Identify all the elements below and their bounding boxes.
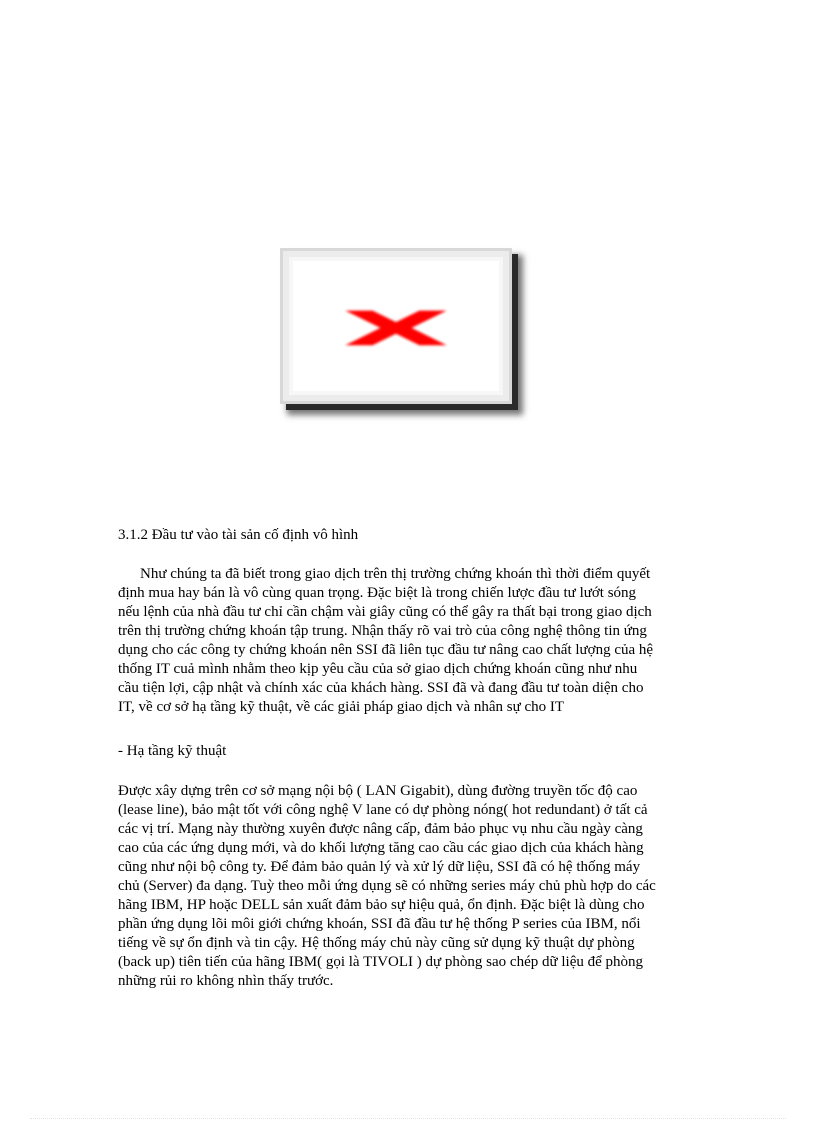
page-bottom-rule <box>30 1118 786 1119</box>
paragraph-line: phần ứng dụng lõi môi giới chứng khoán, SSI đã đầu tư hệ thống P series của IBM, nổi <box>118 916 641 932</box>
paragraph-line: cũng như nội bộ công ty. Để đảm bảo quản lý và xử lý dữ liệu, SSI đã có hệ thống máy <box>118 859 641 875</box>
paragraph-line: Như chúng ta đã biết trong giao dịch trên thị trường chứng khoán thì thời điểm quyết <box>140 566 651 582</box>
paragraph-line: các vị trí. Mạng này thường xuyên được nâng cấp, đảm bảo phục vụ nhu cầu ngày càng <box>118 821 643 837</box>
paragraph-line: Được xây dựng trên cơ sở mạng nội bộ ( LAN Gigabit), dùng đường truyền tốc độ cao <box>118 783 638 799</box>
paragraph-line: cầu tiện lợi, cập nhật và chính xác của khách hàng. SSI đã và đang đầu tư toàn diện cho <box>118 680 644 696</box>
paragraph-line: trên thị trường chứng khoán tập trung. Nhận thấy rõ vai trò của công nghệ thông tin ứng <box>118 623 647 639</box>
paragraph-infrastructure <box>118 782 702 991</box>
subheading: - Hạ tầng kỹ thuật <box>118 743 227 759</box>
broken-image-placeholder <box>280 248 512 404</box>
paragraph-line: định mua hay bán là vô cùng quan trọng. Đặc biệt là trong chiến lược đầu tư lướt sóng <box>118 585 637 601</box>
paragraph-line: nếu lệnh của nhà đầu tư chỉ cần chậm vài giây cũng có thể gây ra thất bại trong giao dịch <box>118 604 652 620</box>
paragraph-line: dụng cho các công ty chứng khoán nên SSI đã liên tục đầu tư nâng cao chất lượng của hệ <box>118 642 654 658</box>
paragraph-intro <box>118 565 702 717</box>
section-heading: 3.1.2 Đầu tư vào tài sản cố định vô hình <box>118 527 359 543</box>
paragraph-line: IT, về cơ sở hạ tầng kỹ thuật, về các giải pháp giao dịch và nhân sự cho IT <box>118 699 565 715</box>
paragraph-line: chủ (Server) đa dạng. Tuỳ theo mỗi ứng dụng sẽ có những series máy chủ phù hợp do các <box>118 878 656 894</box>
red-x-mark <box>345 311 446 346</box>
paragraph-line: (back up) tiên tiến của hãng IBM( gọi là TIVOLI ) dự phòng sao chép dữ liệu để phòng <box>118 954 644 970</box>
paragraph-line: tiếng về sự ổn định và tin cậy. Hệ thống máy chủ này cũng sử dụng kỹ thuật dự phòng <box>118 935 635 951</box>
broken-image-icon <box>283 251 509 401</box>
paragraph-line: hãng IBM, HP hoặc DELL sản xuất đảm bảo sự hiệu quả, ổn định. Đặc biệt là dùng cho <box>118 897 645 913</box>
paragraph-line: cao của các ứng dụng mới, và do khối lượng tăng cao cầu các giao dịch của khách hàng <box>118 840 644 856</box>
paragraph-line: (lease line), bảo mật tốt với công nghệ V lane có dự phòng nóng( hot redundant) ở tất cả <box>118 802 648 818</box>
paragraph-line: những rủi ro không nhìn thấy trước. <box>118 973 334 989</box>
paragraph-line: thống IT cuả mình nhằm theo kịp yêu cầu của sở giao dịch chứng khoán cũng như nhu <box>118 661 638 677</box>
